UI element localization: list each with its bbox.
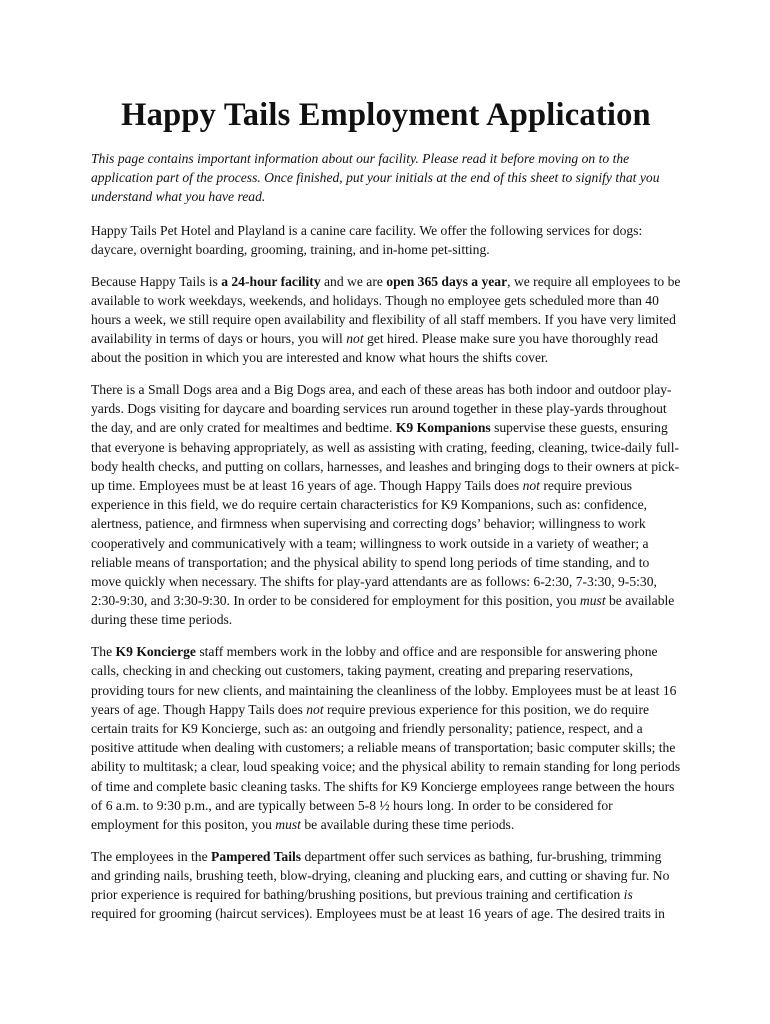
role-k9-koncierge: K9 Koncierge	[115, 644, 196, 660]
pampered-tails-paragraph	[91, 847, 681, 924]
k9-kompanions-paragraph	[91, 380, 681, 630]
text-run: staff members work in the lobby and office and are responsible for answering phone calls, checking in and checking out customers, taking payment, creating and preparing reservations, providing tours for new clients, and maintaining the cleanliness of the lobby. Employees must be at least 16 years of age. Though Happy Tails does	[91, 644, 677, 717]
text-run: department offer such services as bathing, fur-brushing, trimming and grinding nails, brushing teeth, blow-drying, cleaning and plucking ears, and cutting or shaving fur. No prior experience is required for bathing/brushing positions, but previous training and certification	[91, 848, 670, 903]
text-run: be available during these time periods.	[91, 593, 675, 628]
document-page	[91, 96, 681, 936]
emphasis-not: not	[522, 478, 540, 494]
emphasis-is: is	[623, 887, 633, 903]
text-run: The	[91, 644, 116, 660]
text-run: required for grooming (haircut services). Employees must be at least 16 years of age. The desired traits in	[91, 906, 665, 922]
department-pampered-tails: Pampered Tails	[211, 848, 302, 864]
emphasis-must: must	[579, 593, 606, 609]
emphasis-365-days: open 365 days a year	[386, 273, 508, 289]
text-run: , we require all employees to be available to work weekdays, weekends, and holidays. Though no employee gets scheduled more than 40 hours a week, we still require open availability and flexibility of all staff members. If you have very limited availability in terms of days or hours, you will	[91, 273, 681, 347]
services-paragraph: Happy Tails Pet Hotel and Playland is a canine care facility. We offer the following services for dogs: daycare, overnight boarding, grooming, training, and in-home pet-sitting.	[91, 222, 643, 257]
emphasis-24-hour: a 24-hour facility	[221, 273, 321, 289]
text-run: The employees in the	[91, 848, 212, 864]
text-run: be available during these time periods.	[300, 817, 515, 832]
k9-koncierge-paragraph	[91, 642, 681, 834]
emphasis-not: not	[346, 331, 364, 347]
text-run: There is a Small Dogs area and a Big Dogs area, and each of these areas has both indoor and outdoor play-yards. Dogs visiting for daycare and boarding services run around together in these play-yards throughout the day, and are only crated for mealtimes and bedtime.	[91, 382, 672, 436]
document-title: Happy Tails Employment Application	[121, 97, 651, 133]
text-run: require previous experience in this field, we do require certain characteristics for K9 Kompanions, such as: confidence, alertness, patience, and firmness when supervising and correcting dogs’ behavior; willingness to work cooperatively and communicatively with a team; willingness to work outside in a variety of weather; a reliable means of transportation; and the physical ability to spend long periods of time standing, and to move quickly when necessary. The shifts for play-yard attendants are as follows: 6-2:30, 7-3:30, 9-5:30, 2:30-9:30, and 3:30-9:30. In order to be considered for employment for this position, you	[91, 478, 657, 609]
emphasis-not: not	[306, 701, 324, 717]
role-k9-kompanions: K9 Kompanions	[395, 420, 491, 436]
text-run: get hired. Please make sure you have thoroughly read about the position in which you are interested and know what hours the shifts cover.	[91, 331, 659, 366]
availability-paragraph	[91, 272, 681, 368]
emphasis-must: must	[275, 817, 301, 832]
text-run: require previous experience for this position, we do require certain traits for K9 Koncierge, such as: an outgoing and friendly personality; patience, respect, and a positive attitude when dealing with customers; a reliable means of transportation; basic computer skills; the ability to multitask; a clear, loud speaking voice; and the physical ability to remain standing for long periods of time and complete basic cleaning tasks. The shifts for K9 Koncierge employees range between the hours of 6 a.m. to 9:30 p.m., and are typically between 5-8 ½ hours long. In order to be considered for employment for this positon, you	[91, 701, 681, 832]
text-run: and we are	[320, 273, 387, 289]
text-run: supervise these guests, ensuring that everyone is behaving appropriately, as well as assisting with crating, feeding, cleaning, twice-daily full-body health checks, and putting on collars, harnesses, and leashes and bringing dogs to their owners at pick-up time. Employees must be at least 16 years of age. Though Happy Tails does	[91, 420, 680, 494]
intro-paragraph: This page contains important information about our facility. Please read it before moving on to the application part of the process. Once finished, put your initials at the end of this sheet to signify that you understand what you have read.	[91, 151, 660, 205]
text-run: Because Happy Tails is	[91, 273, 222, 289]
